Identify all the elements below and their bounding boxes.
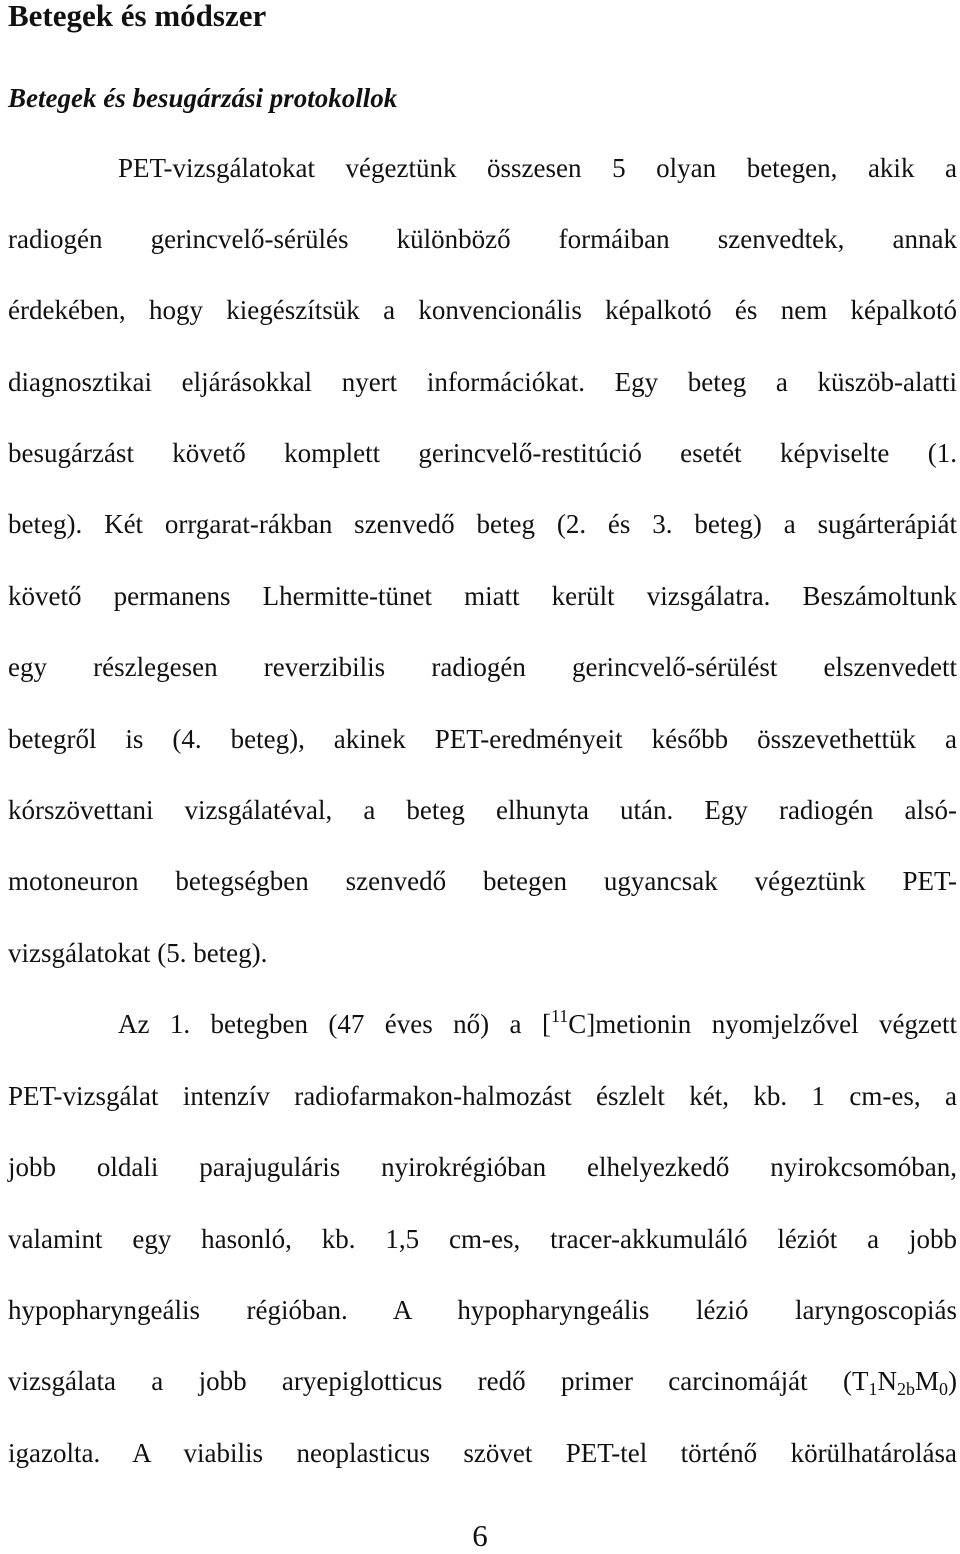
paragraph1-line-3: érdekében, hogy kiegészítsük a konvencionális képalkotó és nem képalkotó — [8, 295, 957, 325]
paragraph1-line-5: besugárzást követő komplett gerincvelő-restitúció esetét képviselte (1. — [8, 438, 957, 468]
paragraph2-line-3: jobb oldali parajuguláris nyirokrégióban elhelyezkedő nyirokcsomóban, — [8, 1152, 957, 1182]
n-stage-letter: N — [877, 1366, 897, 1396]
paragraph1-line-10: kórszövettani vizsgálatéval, a beteg elhunyta után. Egy radiogén alsó- — [8, 795, 957, 825]
paragraph2-line-2: PET-vizsgálat intenzív radiofarmakon-halmozást észlelt két, kb. 1 cm-es, a — [8, 1081, 957, 1111]
paragraph1-line-6: beteg). Két orrgarat-rákban szenvedő beteg (2. és 3. beteg) a sugárterápiát — [8, 509, 957, 539]
section-heading: Betegek és módszer — [8, 0, 267, 33]
paragraph1-line-4: diagnosztikai eljárásokkal nyert információkat. Egy beteg a küszöb-alatti — [8, 367, 957, 397]
n-stage-subscript: 2b — [896, 1379, 915, 1399]
paragraph1-line-11: motoneuron betegségben szenvedő betegen ugyancsak végeztünk PET- — [8, 866, 957, 896]
paragraph2-line-4: valamint egy hasonló, kb. 1,5 cm-es, tracer-akkumuláló léziót a jobb — [8, 1224, 957, 1254]
isotope-mass-superscript: 11 — [550, 1006, 569, 1026]
page-number: 6 — [472, 1518, 488, 1553]
paragraph2-line-6 — [8, 1363, 957, 1399]
m-stage-subscript: 0 — [939, 1379, 948, 1399]
paragraph1-line-7: követő permanens Lhermitte-tünet miatt került vizsgálatra. Beszámoltunk — [8, 581, 957, 611]
paragraph2-line-5: hypopharyngeális régióban. A hypopharyngeális lézió laryngoscopiás — [8, 1295, 957, 1325]
paragraph2-line-1 — [118, 1006, 957, 1042]
paragraph1-line-9: betegről is (4. beteg), akinek PET-eredményeit később összevethettük a — [8, 724, 957, 754]
t-stage-subscript: 1 — [868, 1379, 878, 1399]
staging-text-after: ) — [948, 1366, 957, 1396]
paragraph1-line-12: vizsgálatokat (5. beteg). — [8, 938, 268, 968]
paragraph1-line-2: radiogén gerincvelő-sérülés különböző formáiban szenvedtek, annak — [8, 224, 957, 254]
paragraph1-line-8: egy részlegesen reverzibilis radiogén gerincvelő-sérülést elszenvedett — [8, 652, 957, 682]
m-stage-letter: M — [914, 1366, 939, 1396]
paragraph2-line-7: igazolta. A viabilis neoplasticus szövet PET-tel történő körülhatárolása — [8, 1438, 957, 1468]
paragraph2-line-1-text-before: Az 1. betegben (47 éves nő) a [ — [118, 1009, 551, 1039]
paragraph2-line-1-text-after: C]metionin nyomjelzővel végzett — [568, 1009, 958, 1039]
staging-text-before: vizsgálata a jobb aryepiglotticus redő primer carcinomáját (T — [8, 1366, 869, 1396]
paragraph1-line-1: PET-vizsgálatokat végeztünk összesen 5 olyan betegen, akik a — [118, 153, 957, 183]
subsection-heading: Betegek és besugárzási protokollok — [8, 83, 398, 113]
